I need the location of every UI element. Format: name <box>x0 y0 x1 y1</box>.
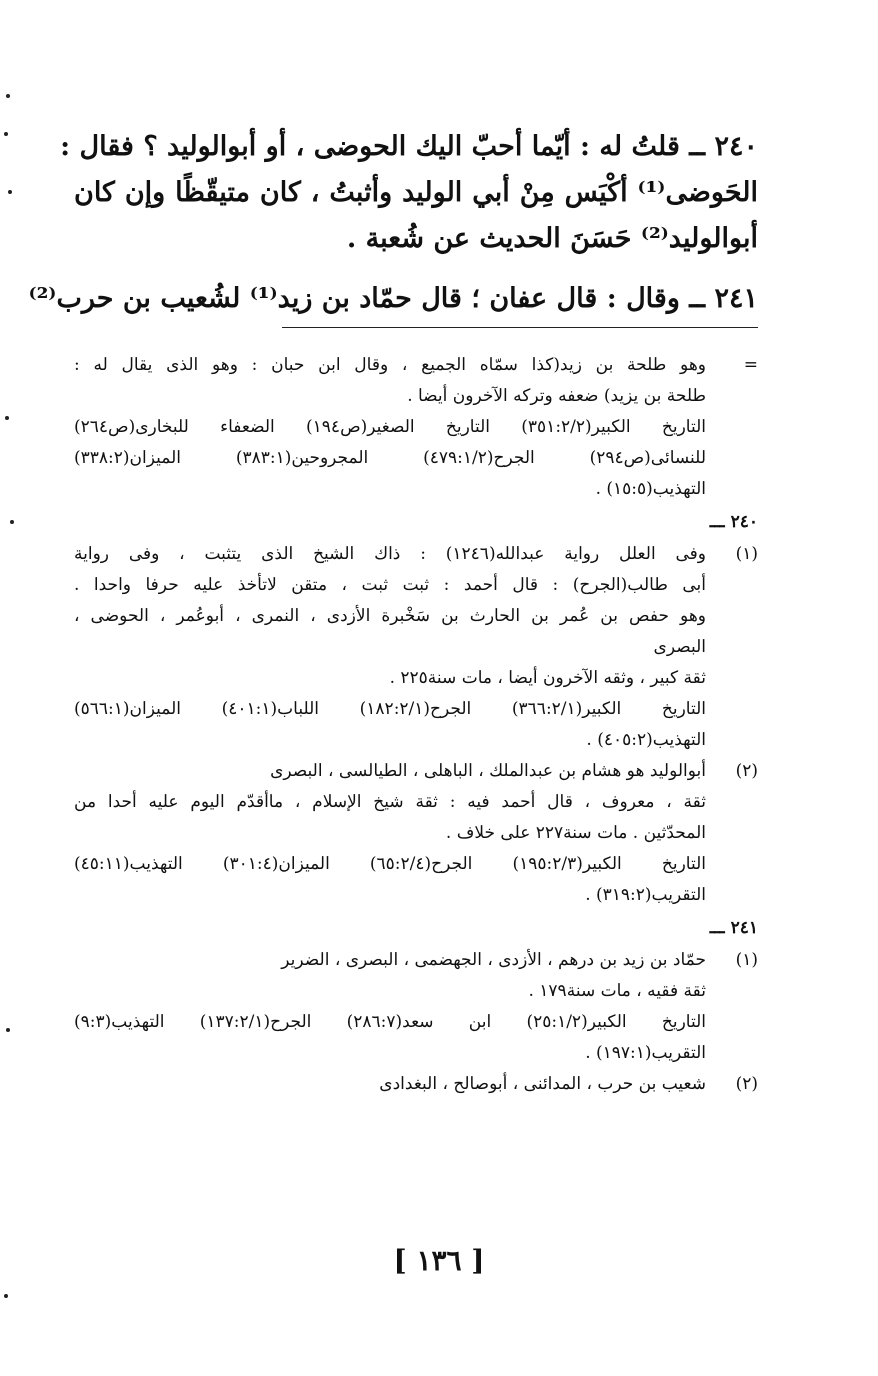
note-240-line <box>74 725 758 756</box>
footnote-text: التاريخ الكبير(٣٦٦:٢/١) الجرح(١٨٢:٢/١) اللباب(٤٠١:١) الميزان(٥٦٦:١) <box>74 699 706 719</box>
scan-speck <box>5 416 9 420</box>
continuation-line <box>74 350 758 381</box>
note-240-line <box>74 570 758 601</box>
footnote-text: ثقة فقيه ، مات سنة١٧٩ . <box>528 981 706 1001</box>
footnote-text: التهذيب(١٥:٥) . <box>595 479 706 499</box>
scan-speck <box>4 132 8 136</box>
footnote-text: وهو حفص بن عُمر بن الحارث بن سَخْبرة الأزدى ، النمرى ، أبوعُمر ، الحوضى ، <box>74 606 706 626</box>
footnote-number: (٢) <box>735 761 758 781</box>
continuation-line <box>74 474 758 505</box>
footnote-number: = <box>743 355 758 375</box>
footnote-separator <box>282 327 758 328</box>
footnote-text: وفى العلل رواية عبدالله(١٢٤٦) : ذاك الشيخ الذى يتثبت ، وفى رواية <box>74 544 706 564</box>
footnote-text: التاريخ الكبير(٢٥:١/٢) ابن سعد(٢٨٦:٧) الجرح(١٣٧:٢/١) التهذيب(٩:٣) <box>74 1012 707 1032</box>
footnote-number: (٢) <box>735 1074 758 1094</box>
note-240-line <box>74 880 758 911</box>
section-241-heading: ٢٤١ ـــ <box>709 918 758 938</box>
section-240-heading: ٢٤٠ ـــ <box>709 512 758 532</box>
note-240-line <box>74 539 758 570</box>
page-number: [ ١٣٦ ] <box>393 1244 485 1277</box>
main-text <box>28 124 758 322</box>
footnotes-240 <box>74 539 758 911</box>
footnote-continuation <box>74 350 758 505</box>
footnote-number: (١) <box>735 950 758 970</box>
main-line-2: الحَوضى⁽¹⁾ أكْيَس مِنْ أبي الوليد وأثبتُ ، كان متيقّظًا وإن كان <box>74 177 758 208</box>
note-240-line <box>74 849 758 880</box>
footnote-text: التقريب(١٩٧:١) . <box>585 1043 706 1063</box>
footnote-text: أبوالوليد هو هشام بن عبدالملك ، الباهلى ، الطيالسى ، البصرى <box>270 761 706 781</box>
continuation-line <box>74 443 758 474</box>
note-240-line <box>74 663 758 694</box>
note-241-line <box>74 1069 758 1100</box>
note-240-line <box>74 756 758 787</box>
scan-speck <box>10 520 14 524</box>
footnote-number: (١) <box>735 544 758 564</box>
footnote-text: للنسائى(ص٢٩٤) الجرح(٤٧٩:١/٢) المجروحين(٣٨٣:١) الميزان(٣٣٨:٢) <box>74 448 706 468</box>
footnote-text: التاريخ الكبير(١٩٥:٢/٣) الجرح(٦٥:٢/٤) الميزان(٣٠١:٤) التهذيب(٤٥:١١) <box>74 854 706 874</box>
scan-speck <box>6 1028 10 1032</box>
footnotes-241 <box>74 945 758 1100</box>
note-240-line <box>74 601 758 632</box>
main-line-1: ٢٤٠ ــ قلتُ له : أيّما أحبّ اليك الحوضى ، أو أبوالوليد ؟ فقال : <box>60 131 758 162</box>
scan-speck <box>8 190 12 194</box>
footnote-text: البصرى <box>653 637 706 657</box>
note-241-line <box>74 976 758 1007</box>
footnote-text: التهذيب(٤٠٥:٢) . <box>586 730 706 750</box>
main-line-3: أبوالوليد⁽²⁾ حَسَنَ الحديث عن شُعبة . <box>346 223 758 254</box>
footnotes <box>74 350 758 1100</box>
footnote-text: وهو طلحة بن زيد(كذا سمّاه الجميع ، وقال ابن حبان : وهو الذى يقال له : <box>74 355 706 375</box>
scan-speck <box>4 1294 8 1298</box>
continuation-line <box>74 381 758 412</box>
continuation-line <box>74 412 758 443</box>
note-241-line <box>74 1007 758 1038</box>
note-240-line <box>74 818 758 849</box>
footnote-text: طلحة بن يزيد) ضعفه وتركه الآخرون أيضا . <box>407 386 706 406</box>
footnote-text: ثقة ، معروف ، قال أحمد فيه : ثقة شيخ الإسلام ، ماأقدّم اليوم عليه أحدا من <box>74 792 706 812</box>
note-240-line <box>74 787 758 818</box>
note-240-line <box>74 632 758 663</box>
footnote-text: التاريخ الكبير(٣٥١:٢/٢) التاريخ الصغير(ص١٩٤) الضعفاء للبخارى(ص٢٦٤) <box>74 417 706 437</box>
footnote-text: حمّاد بن زيد بن درهم ، الأزدى ، الجهضمى ، البصرى ، الضرير <box>281 950 706 970</box>
note-241-line <box>74 1038 758 1069</box>
footnote-text: التقريب(٣١٩:٢) . <box>585 885 706 905</box>
footnote-text: شعيب بن حرب ، المدائنى ، أبوصالح ، البغدادى <box>379 1074 706 1094</box>
footnote-text: ثقة كبير ، وثقه الآخرون أيضا ، مات سنة٢٢٥ . <box>389 668 706 688</box>
main-line-4: ٢٤١ ــ وقال : قال عفان ؛ قال حمّاد بن زيد⁽¹⁾ لشُعيب بن حرب⁽²⁾ <box>28 283 758 314</box>
note-241-line <box>74 945 758 976</box>
footnote-text: أبى طالب(الجرح) : قال أحمد : ثبت ثبت ، متقن لاتأخذ عليه حرفا واحدا . <box>74 575 706 595</box>
scan-speck <box>6 94 10 98</box>
note-240-line <box>74 694 758 725</box>
footnote-text: المحدّثين . مات سنة٢٢٧ على خلاف . <box>445 823 706 843</box>
